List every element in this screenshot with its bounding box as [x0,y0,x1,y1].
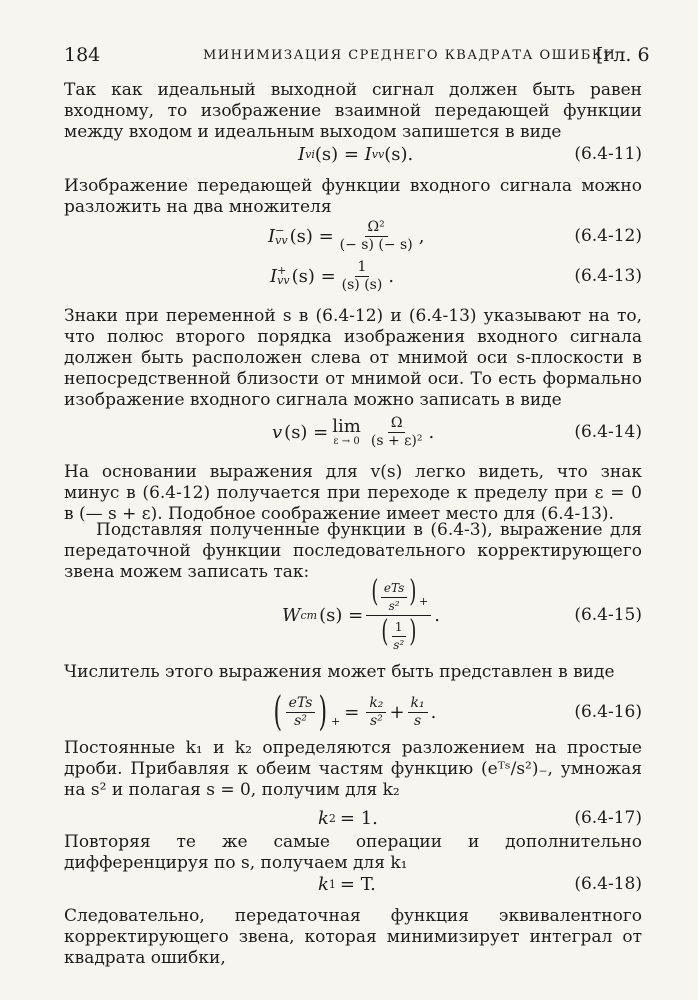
equation-formula: I − vv (s) = $\frac{\text{Ω²}}{(- s) (- s)}$ , [268,218,425,253]
equation-formula: W cm (s) = ( $\frac{\text{eTs}}{\text{s²}}$ ) $_+$ ( $\frac{1}{\text{s²}}$ ) . [282,574,440,652]
equation-number: (6.4-12) [574,226,642,246]
paragraph-1: Так как идеальный выходной сигнал должен быть равен входному, то изображение взаимной передающей функции между входом и идеальным выходом запишется в виде [64,80,642,142]
equation-number: (6.4-15) [574,605,642,625]
paragraph-8: Повторяя те же самые операции и дополнительно дифференцируя по s, получаем для k₁ [64,832,642,873]
equation-6-4-14 [0,412,698,452]
equation-6-4-12 [0,216,698,256]
paragraph-3: Знаки при переменной s в (6.4-12) и (6.4-13) указывают на то, что полюс второго порядка изображения входного сигнала должен быть расположен слева от мнимой оси s-плоскости в непосредственной близости от мнимой оси. То есть формально изображение входного сигнала можно записать в виде [64,306,642,410]
chapter-marker: [гл. 6 [596,44,650,66]
paragraph-4: На основании выражения для v(s) легко видеть, что знак минус в (6.4-12) получается при переходе к пределу при ε = 0 в (— s + ε). Подобное соображение имеет место для (6.4-13). [64,462,642,524]
equation-number: (6.4-16) [574,702,642,722]
equation-formula: I vi (s) = I vv (s). [298,143,414,165]
paragraph-7: Постоянные k₁ и k₂ определяются разложением на простые дроби. Прибавляя к обеим частям функцию (eᵀˢ/s²)₋, умножая на s² и полагая s = 0, получим для k₂ [64,738,642,800]
running-title: МИНИМИЗАЦИЯ СРЕДНЕГО КВАДРАТА ОШИБКИ [203,48,617,63]
equation-6-4-18 [0,864,698,904]
paragraph-9: Следовательно, передаточная функция эквивалентного корректирующего звена, которая минимизирует интеграл от квадрата ошибки, [64,906,642,968]
equation-formula: I + vv (s) = $\frac{1}{(s) (s)}$ . [270,258,395,293]
equation-formula: ( $\frac{\text{eTs}}{\text{s²}}$ ) $_+$ = $\frac{\text{k₂}}{\text{s²}}$ + $\frac{\text{k₁}}{s}$ . [273,689,437,735]
paragraph-5: Подставляя полученные функции в (6.4-3), выражение для передаточной функции последовательного корректирующего звена можем записать так: [64,520,642,582]
equation-formula: v (s) = lim ε → 0 $\frac{\Omega}{\text{(s + ε)²}}$ . [272,414,435,449]
paragraph-6: Числитель этого выражения может быть представлен в виде [64,662,615,682]
equation-6-4-13 [0,256,698,296]
equation-number: (6.4-11) [574,144,642,164]
paragraph-2: Изображение передающей функции входного сигнала можно разложить на два множителя [64,176,642,217]
equation-formula: k 1 = T. [318,873,376,895]
equation-formula: k 2 = 1. [318,807,378,829]
equation-6-4-15 [0,574,698,652]
equation-6-4-11 [0,134,698,174]
equation-number: (6.4-13) [574,266,642,286]
equation-number: (6.4-18) [574,874,642,894]
equation-number: (6.4-17) [574,808,642,828]
equation-number: (6.4-14) [574,422,642,442]
page-number: 184 [64,44,101,66]
equation-6-4-16 [0,690,698,734]
page-header [0,44,698,68]
